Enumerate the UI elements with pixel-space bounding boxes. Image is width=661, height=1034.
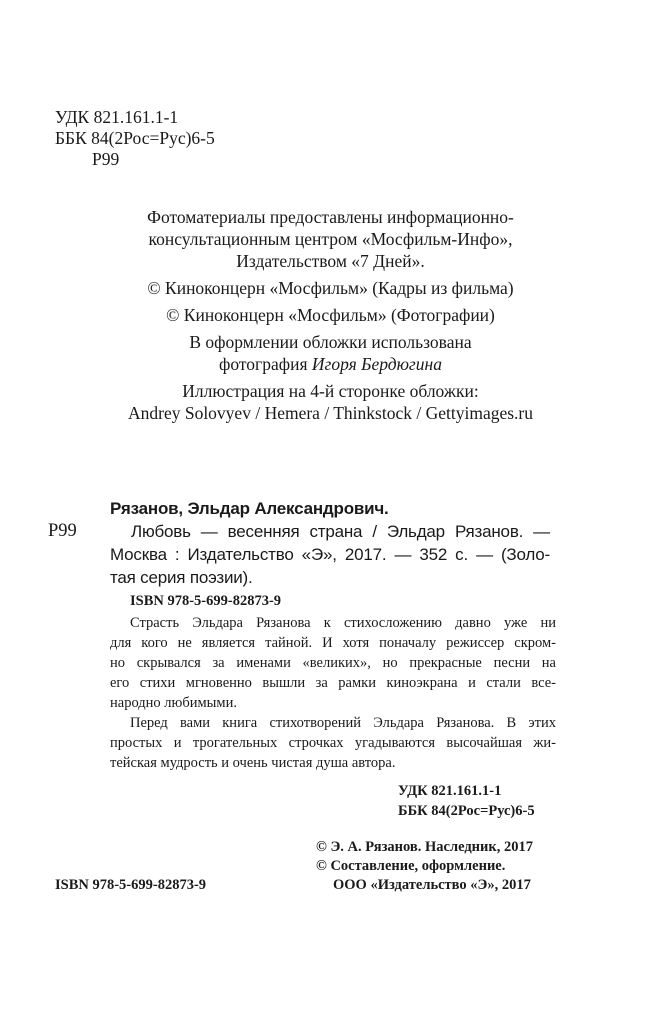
author-mark-top: Р99 (92, 149, 120, 169)
photographer-name: Игоря Бердюгина (311, 354, 442, 374)
illustration-credit-line-2: Andrey Solovyev / Hemera / Thinkstock / Gettyimages.ru (127, 403, 533, 423)
credits-block (0, 206, 661, 424)
photo-credit-line-1: Фотоматериалы предоставлены информационно- (147, 207, 514, 227)
catalog-author-heading: Рязанов, Эльдар Александрович. (110, 499, 389, 518)
annotation-p1-line-3: но скрывался за именами «великих», но прекрасные песни на (110, 655, 556, 671)
annotation-p2-line-3: тейская мудрость и очень чистая душа автора. (110, 755, 396, 771)
catalog-title-line-3: тая серия поэзии). (110, 568, 253, 587)
catalog-author-mark: Р99 (48, 521, 77, 541)
bbk-code-top: ББК 84(2Рос=Рус)6-5 (55, 128, 215, 148)
copyright-photos: © Киноконцерн «Мосфильм» (Фотографии) (166, 305, 495, 325)
catalog-title-line-1: Любовь — весенняя страна / Эльдар Рязанов. — (131, 522, 550, 541)
cover-credit-line-2 (0, 353, 661, 375)
footer-copyright-line-3: ООО «Издательство «Э», 2017 (333, 877, 531, 893)
annotation-p1-line-5: народно любимыми. (110, 695, 237, 711)
footer-copyright-line-2: © Составление, оформление. (316, 858, 506, 874)
photo-credit-line-2: консультационным центром «Мосфильм-Инфо», (148, 229, 513, 249)
footer-copyright-line-1: © Э. А. Рязанов. Наследник, 2017 (316, 839, 533, 855)
catalog-title-line-2: Москва : Издательство «Э», 2017. — 352 с. — (Золо- (110, 545, 550, 564)
footer-isbn: ISBN 978-5-699-82873-9 (55, 877, 207, 893)
photo-credit-line-3: Издательством «7 Дней». (236, 251, 425, 271)
catalog-isbn: ISBN 978-5-699-82873-9 (130, 593, 282, 609)
illustration-credit-line-1: Иллюстрация на 4-й сторонке обложки: (182, 381, 479, 401)
annotation-p2-line-2: простых и трогательных строчках угадываются высочайшая жи- (110, 735, 556, 751)
bbk-code-bottom: ББК 84(2Рос=Рус)6-5 (398, 803, 535, 819)
udk-code-bottom: УДК 821.161.1-1 (398, 783, 502, 799)
copyright-frames: © Киноконцерн «Мосфильм» (Кадры из фильма) (147, 278, 514, 298)
cover-credit-line-1: В оформлении обложки использована (189, 332, 472, 352)
annotation-p1-line-4: его стихи мгновенно вышли за рамки киноэкрана и стали все- (110, 675, 556, 691)
annotation-p1-line-2: для кого не является тайной. И хотя поначалу режиссер скром- (110, 635, 556, 651)
annotation-p2-line-1: Перед вами книга стихотворений Эльдара Рязанова. В этих (130, 715, 556, 731)
udk-code-top: УДК 821.161.1-1 (55, 107, 179, 127)
cover-credit-prefix: фотография (219, 354, 312, 374)
annotation-p1-line-1: Страсть Эльдара Рязанова к стихосложению давно уже ни (130, 615, 556, 631)
